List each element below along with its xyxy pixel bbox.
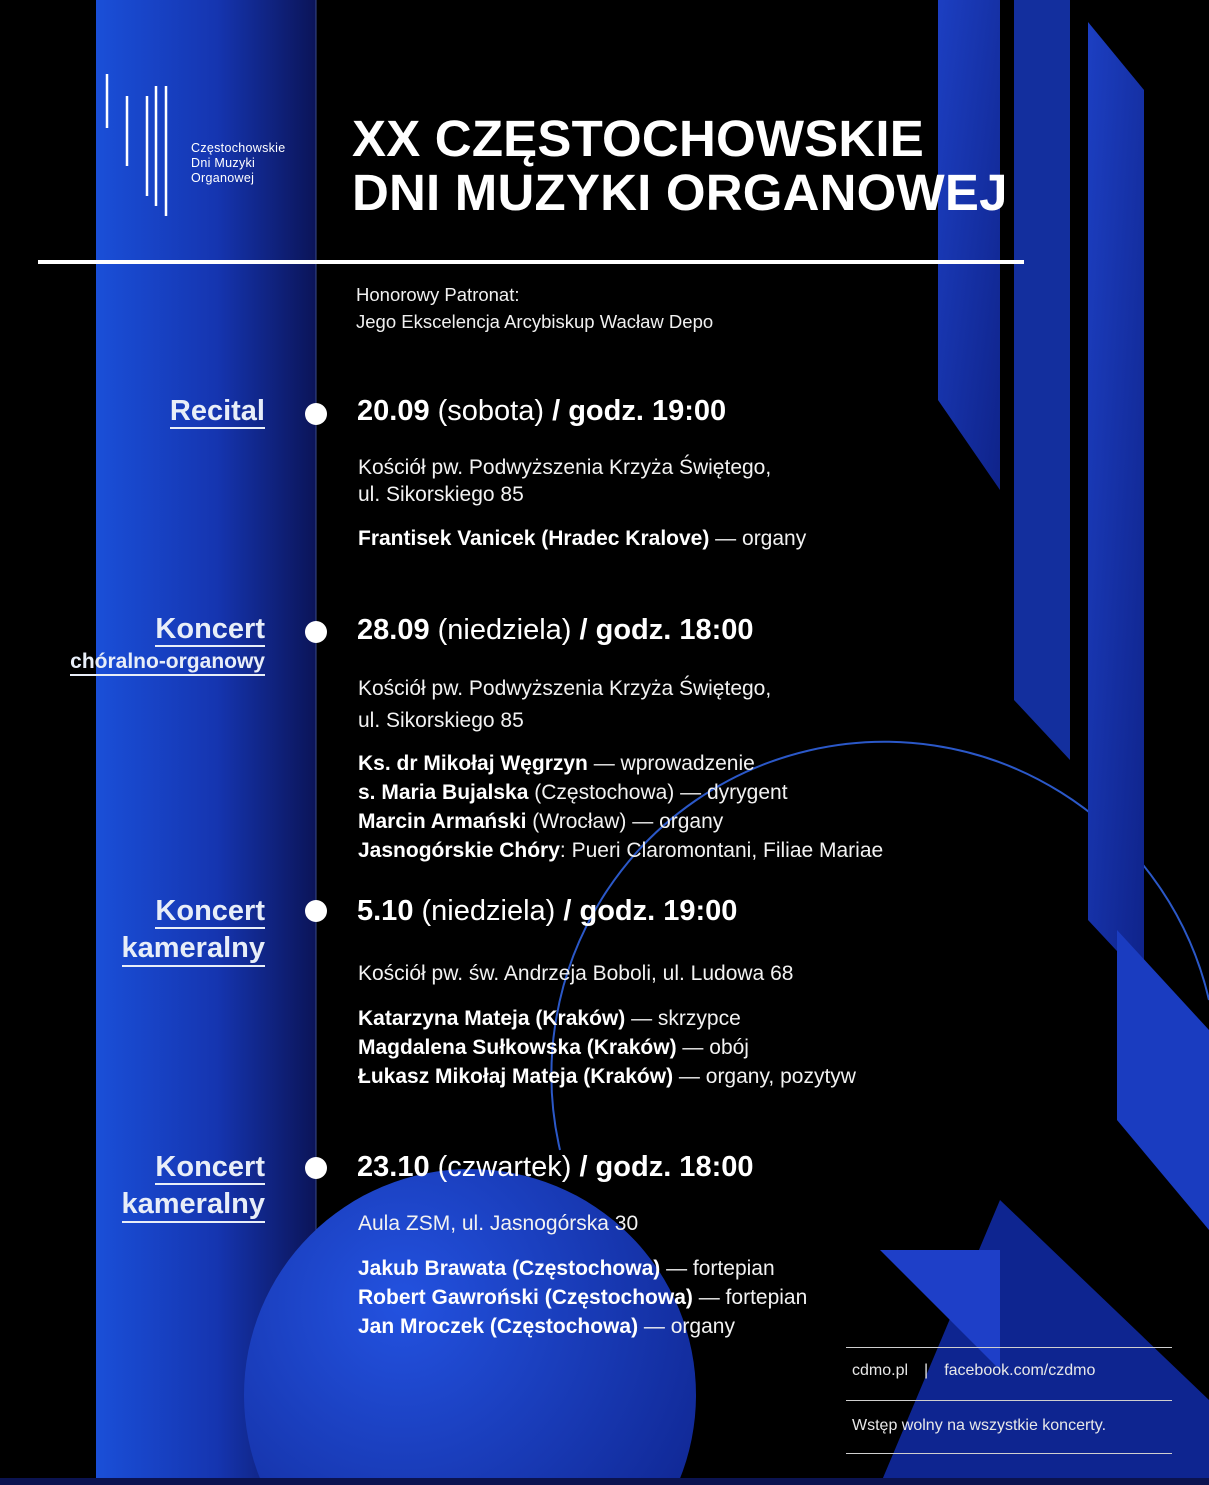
event-1-day: (sobota) [437, 395, 545, 427]
performer-name: Łukasz Mikołaj Mateja (Kraków) [358, 1065, 674, 1088]
performer-role: — organy [638, 1315, 735, 1338]
event-4-venue-line-1: Aula ZSM, ul. Jasnogórska 30 [358, 1212, 639, 1235]
event-3-datetime [357, 894, 737, 928]
performer [358, 1312, 807, 1341]
event-1-category [170, 396, 265, 429]
event-1-date: 20.09 [357, 395, 430, 427]
performer [358, 1283, 807, 1312]
left-blue-bar [96, 0, 316, 1485]
event-3-time: / godz. 19:00 [563, 895, 738, 927]
performer-name: Katarzyna Mateja (Kraków) [358, 1007, 626, 1030]
performer-name: s. Maria Bujalska [358, 781, 529, 804]
performer-role: — organy, pozytyw [673, 1065, 856, 1088]
performer-role: : Pueri Claromontani, Filiae Mariae [559, 839, 884, 862]
facebook-link[interactable]: facebook.com/czdmo [944, 1362, 1096, 1379]
event-1-time: / godz. 19:00 [552, 395, 727, 427]
logo-line-3: Organowej [191, 171, 255, 185]
performer [358, 1033, 856, 1062]
performer-role: — organy [709, 527, 807, 550]
logo-line-1: Częstochowskie [191, 141, 286, 155]
event-4-category-sub: kameralny [122, 1189, 266, 1222]
event-3-day: (niedziela) [421, 895, 556, 927]
patronage-label: Honorowy Patronat: [356, 284, 520, 305]
footer-separator: | [924, 1362, 929, 1379]
event-3-date: 5.10 [357, 895, 414, 927]
performer-role: — dyrygent [674, 781, 788, 804]
patronage [356, 281, 713, 335]
event-1-venue [358, 454, 771, 508]
event-4-dot [305, 1157, 327, 1179]
performer [358, 836, 883, 865]
performer-detail: (Wrocław) [526, 810, 627, 833]
event-1-datetime [357, 394, 726, 428]
title-line-2: DNI MUZYKI ORGANOWEJ [352, 164, 1008, 221]
event-1-performers [358, 524, 806, 553]
event-3-dot [305, 900, 327, 922]
logo-text [191, 141, 286, 186]
event-2-time: / godz. 18:00 [579, 614, 754, 646]
right-shape-5 [880, 1200, 1209, 1485]
event-1-venue-line-1: Kościół pw. Podwyższenia Krzyża Świętego, [358, 456, 772, 479]
event-3-category [122, 896, 266, 967]
event-3-category-sub: kameralny [122, 933, 266, 966]
patronage-name: Jego Ekscelencja Arcybiskup Wacław Depo [356, 311, 714, 332]
event-3-category-label: Koncert [155, 896, 265, 929]
performer [358, 749, 883, 778]
logo-line-2: Dni Muzyki [191, 156, 256, 170]
performer-name: Jan Mroczek (Częstochowa) [358, 1315, 639, 1338]
performer-detail: (Częstochowa) [528, 781, 675, 804]
performer-name: Ks. dr Mikołaj Węgrzyn [358, 752, 588, 775]
event-4-venue [358, 1210, 638, 1237]
right-shape-2 [1088, 22, 1144, 980]
event-2-category [70, 614, 265, 676]
event-2-category-label: Koncert [155, 614, 265, 647]
event-4-category-label: Koncert [155, 1152, 265, 1185]
event-2-day: (niedziela) [437, 614, 572, 646]
event-4-category [122, 1152, 266, 1223]
title-line-1: XX CZĘSTOCHOWSKIE [352, 110, 925, 167]
performer [358, 778, 883, 807]
event-3-venue-line-1: Kościół pw. św. Andrzeja Boboli, ul. Ludowa 68 [358, 962, 794, 985]
event-2-performers [358, 749, 883, 865]
event-2-venue [358, 673, 771, 737]
event-1-category-label: Recital [170, 396, 265, 429]
performer [358, 1254, 807, 1283]
performer-name: Marcin Armański [358, 810, 527, 833]
event-4-datetime [357, 1150, 753, 1184]
event-2-venue-line-2: ul. Sikorskiego 85 [358, 709, 524, 732]
event-3-venue [358, 960, 793, 987]
performer-role: — fortepian [692, 1286, 808, 1309]
performer [358, 807, 883, 836]
right-shape-4 [1117, 930, 1209, 1230]
performer-name: Jasnogórskie Chóry [358, 839, 560, 862]
performer-role: — skrzypce [625, 1007, 741, 1030]
performer-name: Magdalena Sułkowska (Kraków) [358, 1036, 677, 1059]
page-title [352, 112, 1008, 220]
performer-name: Jakub Brawata (Częstochowa) [358, 1257, 661, 1280]
event-4-performers [358, 1254, 807, 1341]
free-entry-note: Wstęp wolny na wszystkie koncerty. [852, 1417, 1107, 1434]
event-4-time: / godz. 18:00 [579, 1151, 754, 1183]
performer-role: — fortepian [660, 1257, 775, 1280]
performer-role: — organy [626, 810, 724, 833]
performer [358, 1004, 856, 1033]
event-2-datetime [357, 613, 754, 647]
performer-name: Robert Gawroński (Częstochowa) [358, 1286, 693, 1309]
event-1-venue-line-2: ul. Sikorskiego 85 [358, 483, 524, 506]
event-2-dot [305, 621, 327, 643]
event-3-performers [358, 1004, 856, 1091]
footer-divider-top [846, 1347, 1172, 1348]
performer [358, 1062, 856, 1091]
performer-name: Frantisek Vanicek (Hradec Kralove) [358, 527, 710, 550]
website-link[interactable]: cdmo.pl [852, 1362, 909, 1379]
bottom-strip [0, 1478, 1209, 1485]
event-1-dot [305, 403, 327, 425]
footer-links [852, 1362, 1095, 1380]
event-4-day: (czwartek) [437, 1151, 572, 1183]
event-2-category-sub: chóralno-organowy [70, 651, 265, 676]
performer [358, 524, 806, 553]
footer-divider-bottom [846, 1453, 1172, 1454]
right-shape-3 [1014, 0, 1070, 760]
performer-role: — wprowadzenie [587, 752, 755, 775]
event-2-venue-line-1: Kościół pw. Podwyższenia Krzyża Świętego, [358, 677, 772, 700]
right-shape-1 [938, 0, 1000, 490]
performer-role: — obój [676, 1036, 749, 1059]
event-2-date: 28.09 [357, 614, 430, 646]
event-4-date: 23.10 [357, 1151, 430, 1183]
footer-divider-middle [846, 1400, 1172, 1401]
